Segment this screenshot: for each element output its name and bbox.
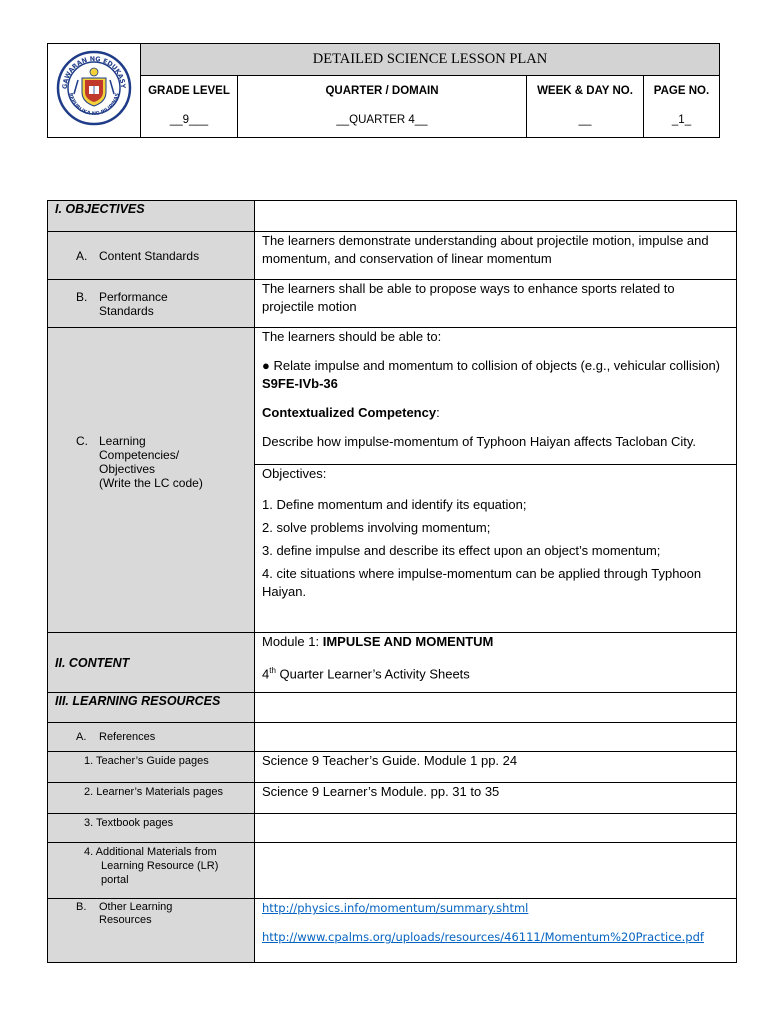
week-day-value: __ [578, 114, 592, 127]
performance-standards-row [48, 280, 737, 328]
learners-materials-row [48, 783, 737, 814]
objectives-list-heading: Objectives: [262, 466, 327, 481]
teachers-guide-value: Science 9 Teacher’s Guide. Module 1 pp. 24 [262, 753, 518, 768]
competency-code: S9FE-IVb-36 [262, 376, 338, 391]
page-no-label: PAGE NO. [653, 85, 710, 98]
plan-title: DETAILED SCIENCE LESSON PLAN [312, 51, 548, 68]
learning-competencies-label: C. Learning Competencies/ Objectives (Write the LC code) [76, 434, 203, 490]
grade-level-label: GRADE LEVEL [148, 85, 230, 98]
competency-bullet: ● Relate impulse and momentum to collision of objects (e.g., vehicular collision) S9FE-IVb-36 [262, 358, 721, 391]
competencies-intro: The learners should be able to: [262, 329, 442, 344]
learning-resources-heading-row [48, 693, 737, 723]
objectives-heading: I. OBJECTIVES [48, 201, 255, 232]
physics-info-link[interactable]: http://physics.info/momentum/summary.shtml [262, 901, 529, 915]
content-row [48, 633, 737, 693]
textbook-label: 3. Textbook pages [84, 817, 174, 829]
teachers-guide-row [48, 752, 737, 783]
learning-competencies-row [48, 328, 737, 465]
content-standards-row [48, 232, 737, 280]
objective-item: 4. cite situations where impulse-momentum can be applied through Typhoon Haiyan. [262, 566, 702, 599]
objectives-heading-row [48, 201, 737, 232]
seal-bottom-text: REPUBLIKA NG PILIPINAS [67, 92, 121, 118]
content-standards-text: The learners demonstrate understanding about projectile motion, impulse and momentum, and conservation of linear momentum [262, 233, 709, 266]
content-heading: II. CONTENT [48, 633, 255, 693]
performance-standards-text: The learners shall be able to propose ways to enhance sports related to projectile motion [262, 281, 675, 314]
additional-materials-row [48, 843, 737, 899]
week-day-label: WEEK & DAY NO. [537, 85, 633, 98]
quarter-domain-cell [238, 76, 527, 138]
content-standards-label: A. Content Standards [76, 248, 200, 263]
lesson-plan-table [47, 200, 737, 963]
contextualized-heading: Contextualized Competency: [262, 405, 440, 420]
cpalms-link[interactable]: http://www.cpalms.org/uploads/resources/46111/Momentum%20Practice.pdf [262, 930, 704, 944]
deped-seal-icon [56, 50, 132, 126]
learning-resources-heading: III. LEARNING RESOURCES [48, 693, 255, 723]
page-no-cell [644, 76, 720, 138]
textbook-row [48, 814, 737, 843]
objective-item: 1. Define momentum and identify its equation; [262, 497, 527, 512]
references-label: A. References [76, 731, 156, 743]
contextualized-text: Describe how impulse-momentum of Typhoon Haiyan affects Tacloban City. [262, 434, 697, 449]
performance-standards-label: B. Performance Standards [76, 289, 168, 318]
other-resources-row [48, 899, 737, 963]
quarter-domain-label: QUARTER / DOMAIN [325, 85, 439, 98]
deped-seal-cell [48, 44, 141, 138]
objective-item: 2. solve problems involving momentum; [262, 520, 491, 535]
plan-title-cell [141, 44, 720, 76]
week-day-cell [527, 76, 644, 138]
activity-sheets-text: 4th Quarter Learner’s Activity Sheets [262, 666, 470, 682]
learners-materials-value: Science 9 Learner’s Module. pp. 31 to 35 [262, 784, 500, 799]
grade-level-cell [141, 76, 238, 138]
other-resources-label: B. Other Learning Resources [76, 901, 173, 926]
grade-level-value: __9___ [169, 114, 209, 127]
objective-item: 3. define impulse and describe its effect upon an object’s momentum; [262, 543, 661, 558]
additional-materials-label: 4. Additional Materials from Learning Resource (LR) portal [84, 846, 219, 886]
references-row [48, 723, 737, 752]
seal-top-text: GAWARAN NG EDUKASY [60, 54, 128, 90]
header-table [47, 43, 720, 138]
module-title: Module 1: IMPULSE AND MOMENTUM [262, 634, 494, 649]
learners-materials-label: 2. Learner’s Materials pages [84, 786, 224, 798]
quarter-domain-value: __QUARTER 4__ [336, 114, 428, 127]
page-no-value: _1_ [671, 114, 692, 127]
teachers-guide-label: 1. Teacher’s Guide pages [84, 755, 209, 767]
